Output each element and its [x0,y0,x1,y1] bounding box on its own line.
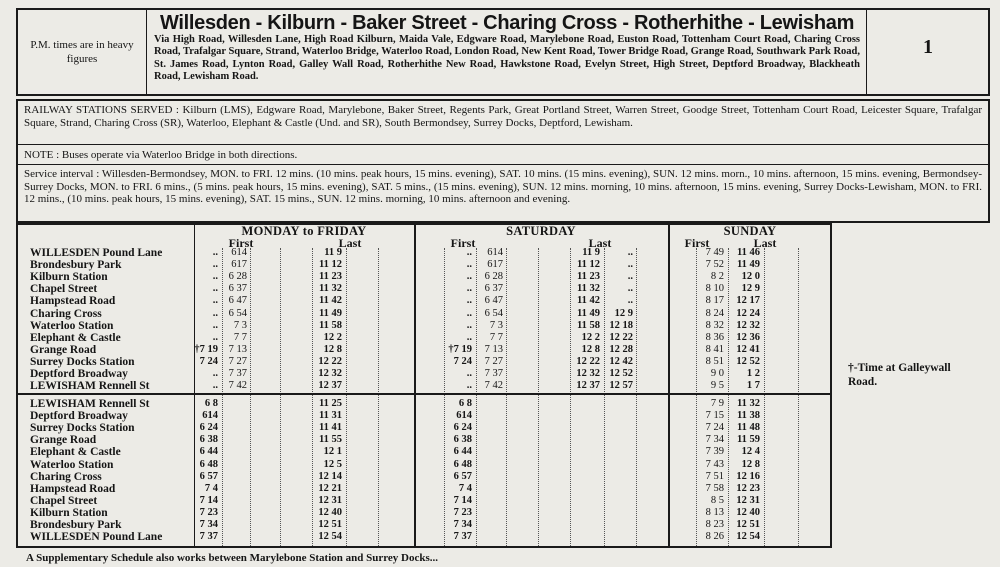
outbound-station-11: Deptford Broadway [30,368,128,380]
outbound-sa-first-b-cell: 7 3 [489,319,503,331]
outbound-sa-last-b-cell: .. [627,247,633,258]
inbound-station-4: Grange Road [30,434,97,447]
outbound-mf-first-b-cell: 6 37 [228,283,247,295]
outbound-station-4: Chapel Street [30,283,98,296]
inbound-su-first-cell: 7 39 [705,446,724,458]
inbound-mf-last-cell: 12 14 [318,470,342,482]
outbound-mf-last-cell: 12 2 [323,331,342,343]
outbound-mf-first-b-cell: 614 [231,247,247,258]
outbound-sa-last-a-cell: 11 58 [576,319,600,331]
inbound-station-8: Hampstead Road [30,482,116,495]
outbound-station-6: Charing Cross [30,307,102,320]
outbound-su-first-cell: 8 2 [710,271,724,283]
outbound-mf-last-cell: 12 8 [323,343,342,355]
inbound-mf-last-cell: 11 31 [318,410,342,422]
inbound-mf-first-a-cell: 7 23 [199,506,218,518]
outbound-mf-first-b-cell: 7 13 [228,343,247,355]
outbound-sa-first-b-cell: 617 [487,259,503,271]
inbound-su-first-cell: 7 24 [705,422,724,434]
railway-stations: RAILWAY STATIONS SERVED : Kilburn (LMS), Edgware Road, Marylebone, Baker Street, Regents Park, Great Portland Street, Warren Street, Goodge Street, Tottenham Court Road, Leicester Square, Trafalgar Square, Strand, Charing Cross (SR), Waterloo, Elephant & Castle (Und. and SR), South Bermondsey, Surrey Docks, Deptford, Lewisham. [24,104,982,129]
weekday-last-label: Last [338,236,362,250]
inbound-su-last-cell: 12 31 [736,494,760,506]
outbound-sa-last-b-cell: .. [627,271,633,283]
outbound-mf-first-b-cell: 7 7 [233,331,247,343]
inbound-station-5: Elephant & Castle [30,446,121,459]
outbound-sa-first-a-cell: .. [466,247,472,258]
outbound-sa-last-b-cell: .. [627,283,633,295]
saturday-last-label: Last [588,236,612,250]
outbound-sa-first-b-cell: 6 37 [484,283,503,295]
inbound-mf-last-cell: 12 1 [323,446,342,458]
inbound-su-first-cell: 7 15 [705,410,724,422]
outbound-mf-first-b-cell: 6 54 [228,307,247,319]
outbound-sa-first-a-cell: .. [466,271,472,283]
inbound-mf-first-a-cell: 614 [202,410,218,422]
outbound-sa-first-b-cell: 6 54 [484,307,503,319]
inbound-mf-last-cell: 12 40 [318,506,342,518]
inbound-sa-first-a-cell: 6 48 [453,458,472,470]
weekday-first-label: First [228,236,254,250]
outbound-su-last-cell: 11 46 [736,247,760,258]
service-interval: Service interval : Willesden-Bermondsey, MON. to FRI. 12 mins. (10 mins. peak hours, 15 mins. evening), SAT. 10 mins. (15 mins. evening), SUN. 12 mins. morn., 10 mins. afternoon, 15 mins. evening, Bermondsey-Surrey Docks, MON. to FRI. 6 mins., (5 mins. peak hours, 15 mins. evening), SAT. 5 mins., (15 mins. evening), SUN. 12 mins. morning, 10 mins. afternoon, 15 mins. evening, Surrey Docks-Lewisham, MON. to FRI. 12 mins., (10 mins. peak hours, 15 mins. evening), SAT. 15 mins., SUN. 12 mins. morning, 10 mins. afternoon and evening. [24,168,982,206]
outbound-sa-first-b-cell: 7 27 [484,355,503,367]
inbound-su-first-cell: 7 51 [705,470,724,482]
sunday-first-label: First [684,236,710,250]
outbound-sa-last-b-cell: .. [627,259,633,271]
inbound-mf-first-a-cell: 7 37 [199,531,218,543]
outbound-sa-first-a-cell: .. [466,331,472,343]
outbound-mf-last-cell: 11 32 [318,283,342,295]
outbound-sa-last-b-cell: 12 18 [609,319,633,331]
inbound-mf-last-cell: 12 31 [318,494,342,506]
inbound-station-1: LEWISHAM Rennell St [30,398,150,410]
outbound-su-first-cell: 8 51 [705,355,724,367]
outbound-sa-first-a-cell: .. [466,283,472,295]
inbound-mf-last-cell: 12 54 [318,531,342,543]
outbound-sa-last-b-cell: 12 22 [609,331,633,343]
inbound-su-last-cell: 11 59 [736,434,760,446]
outbound-su-first-cell: 8 17 [705,295,724,307]
inbound-station-9: Chapel Street [30,494,98,507]
inbound-sa-first-a-cell: 7 14 [453,494,472,506]
outbound-su-last-cell: 1 2 [746,368,760,379]
inbound-sa-first-a-cell: 6 24 [453,422,472,434]
route-note: NOTE : Buses operate via Waterloo Bridge in both directions. [24,149,298,161]
outbound-sa-first-b-cell: 6 28 [484,271,503,283]
inbound-su-last-cell: 11 32 [736,398,760,409]
outbound-mf-first-b-cell: 7 3 [233,319,247,331]
outbound-sa-first-a-cell: .. [466,307,472,319]
pm-note: P.M. times are in heavy figures [30,39,134,65]
outbound-su-last-cell: 12 0 [741,271,760,283]
outbound-mf-first-a-cell: .. [212,331,218,343]
outbound-sa-last-b-cell: 12 57 [609,380,633,392]
bottom-note: A Supplementary Schedule also works between Marylebone Station and Surrey Docks... [26,552,439,564]
outbound-su-first-cell: 8 32 [705,319,724,331]
outbound-sa-first-b-cell: 7 13 [484,343,503,355]
outbound-mf-first-a-cell: .. [212,247,218,258]
inbound-sa-first-a-cell: 6 44 [453,446,472,458]
inbound-mf-last-cell: 11 41 [318,422,342,434]
outbound-su-last-cell: 11 49 [736,259,760,271]
outbound-station-7: Waterloo Station [30,319,114,332]
outbound-su-first-cell: 8 36 [705,331,724,343]
outbound-mf-last-cell: 12 22 [318,355,342,367]
inbound-mf-first-a-cell: 6 24 [199,422,218,434]
inbound-sa-first-a-cell: 614 [456,410,472,422]
outbound-mf-last-cell: 11 42 [318,295,342,307]
outbound-su-last-cell: 12 24 [736,307,760,319]
outbound-sa-first-b-cell: 6 47 [484,295,503,307]
inbound-sa-first-a-cell: 7 34 [453,519,472,530]
outbound-mf-last-cell: 11 23 [318,271,342,283]
outbound-sa-last-a-cell: 11 9 [582,247,600,258]
outbound-sa-last-a-cell: 11 32 [576,283,600,295]
outbound-station-3: Kilburn Station [30,271,108,284]
outbound-mf-first-a-cell: .. [212,295,218,307]
inbound-su-last-cell: 12 51 [736,519,760,530]
outbound-su-last-cell: 12 32 [736,319,760,331]
sunday-last-label: Last [753,236,777,250]
inbound-mf-first-a-cell: 6 57 [199,470,218,482]
inbound-mf-first-a-cell: 6 48 [199,458,218,470]
outbound-sa-first-b-cell: 7 7 [489,331,503,343]
outbound-su-first-cell: 8 24 [705,307,724,319]
inbound-station-12: WILLESDEN Pound Lane [30,531,163,544]
inbound-station-3: Surrey Docks Station [30,422,135,435]
outbound-mf-last-cell: 11 49 [318,307,342,319]
outbound-su-last-cell: 12 41 [736,343,760,355]
outbound-su-first-cell: 9 0 [710,368,724,379]
outbound-mf-first-a-cell: .. [212,380,218,392]
footnote: †-Time at Galleywall Road. [848,362,951,388]
outbound-sa-first-a-cell: †7 19 [448,343,472,355]
outbound-sa-first-a-cell: .. [466,368,472,379]
inbound-mf-last-cell: 11 55 [318,434,342,446]
inbound-station-10: Kilburn Station [30,506,108,519]
inbound-sa-first-a-cell: 7 37 [453,531,472,543]
outbound-mf-first-a-cell: .. [212,307,218,319]
outbound-sa-last-b-cell: 12 9 [614,307,633,319]
inbound-su-last-cell: 12 54 [736,531,760,543]
inbound-station-11: Brondesbury Park [30,519,122,531]
outbound-sa-last-a-cell: 11 49 [576,307,600,319]
route-number: 1 [923,36,933,58]
outbound-station-2: Brondesbury Park [30,259,122,272]
saturday-first-label: First [450,236,476,250]
outbound-station-8: Elephant & Castle [30,331,121,344]
outbound-sa-first-a-cell: .. [466,380,472,392]
outbound-sa-first-b-cell: 7 37 [484,368,503,379]
inbound-station-7: Charing Cross [30,470,102,483]
outbound-mf-first-a-cell: .. [212,368,218,379]
outbound-station-9: Grange Road [30,343,97,356]
inbound-sa-first-a-cell: 7 23 [453,506,472,518]
outbound-station-1: WILLESDEN Pound Lane [30,247,163,259]
outbound-sa-last-a-cell: 12 22 [576,355,600,367]
outbound-mf-last-cell: 12 37 [318,380,342,392]
outbound-mf-first-b-cell: 7 37 [228,368,247,379]
outbound-mf-first-b-cell: 6 28 [228,271,247,283]
outbound-sa-first-a-cell: 7 24 [453,355,472,367]
inbound-su-last-cell: 11 48 [736,422,760,434]
outbound-su-first-cell: 7 49 [705,247,724,258]
weekday-header: MONDAY to FRIDAY [241,224,367,238]
inbound-su-first-cell: 8 23 [705,519,724,530]
outbound-su-first-cell: 8 10 [705,283,724,295]
inbound-su-last-cell: 12 23 [736,482,760,494]
outbound-sa-last-a-cell: 12 37 [576,380,600,392]
outbound-sa-first-a-cell: .. [466,295,472,307]
inbound-su-first-cell: 8 26 [705,531,724,543]
outbound-sa-first-b-cell: 7 42 [484,380,503,392]
outbound-sa-first-a-cell: .. [466,259,472,271]
outbound-station-10: Surrey Docks Station [30,355,135,368]
outbound-mf-first-a-cell: 7 24 [199,355,218,367]
outbound-su-last-cell: 12 9 [741,283,760,295]
outbound-sa-last-b-cell: .. [627,295,633,307]
outbound-sa-last-a-cell: 12 8 [581,343,600,355]
route-description: Via High Road, Willesden Lane, High Road Kilburn, Maida Vale, Edgware Road, Marylebone Road, Euston Road, Tottenham Court Road, Charing Cross Road, Trafalgar Square, Strand, Waterloo Bridge, Waterloo Road, London Road, New Kent Road, Tower Bridge Road, Grange Road, Southwark Park Road, St. James Road, Lynton Road, Galley Wall Road, Rotherhithe New Road, Hawkstone Road, Evelyn Street, High Street, Deptford Broadway, Blackheath Road, Lewisham Road. [154,34,860,83]
outbound-sa-last-a-cell: 11 23 [576,271,600,283]
outbound-su-last-cell: 1 7 [746,380,760,392]
outbound-station-12: LEWISHAM Rennell St [30,380,150,393]
inbound-mf-first-a-cell: 6 44 [199,446,218,458]
outbound-mf-last-cell: 11 58 [318,319,342,331]
outbound-mf-last-cell: 11 9 [324,247,342,258]
inbound-mf-last-cell: 11 25 [318,398,342,409]
outbound-su-last-cell: 12 36 [736,331,760,343]
inbound-su-last-cell: 11 38 [736,410,760,422]
outbound-mf-last-cell: 11 12 [318,259,342,271]
outbound-sa-last-b-cell: 12 28 [609,343,633,355]
inbound-mf-first-a-cell: 7 34 [199,519,218,530]
outbound-mf-first-b-cell: 6 47 [228,295,247,307]
outbound-sa-first-a-cell: .. [466,319,472,331]
inbound-su-last-cell: 12 40 [736,506,760,518]
outbound-sa-first-b-cell: 614 [487,247,503,258]
outbound-su-first-cell: 8 41 [705,343,724,355]
inbound-mf-first-a-cell: 7 4 [204,482,218,494]
inbound-sa-first-a-cell: 6 8 [458,398,472,409]
outbound-su-first-cell: 9 5 [710,380,724,392]
inbound-sa-first-a-cell: 7 4 [458,482,472,494]
outbound-mf-first-b-cell: 7 42 [228,380,247,392]
outbound-mf-first-b-cell: 7 27 [228,355,247,367]
outbound-sa-last-a-cell: 12 32 [576,368,600,379]
inbound-su-first-cell: 7 58 [705,482,724,494]
outbound-sa-last-a-cell: 11 12 [576,259,600,271]
outbound-mf-first-a-cell: †7 19 [194,343,218,355]
inbound-station-6: Waterloo Station [30,458,114,471]
inbound-su-first-cell: 7 9 [710,398,724,409]
inbound-station-2: Deptford Broadway [30,410,128,423]
outbound-su-last-cell: 12 17 [736,295,760,307]
inbound-sa-first-a-cell: 6 38 [453,434,472,446]
outbound-sa-last-a-cell: 12 2 [581,331,600,343]
inbound-mf-last-cell: 12 5 [323,458,342,470]
outbound-mf-last-cell: 12 32 [318,368,342,379]
inbound-su-first-cell: 8 5 [710,494,724,506]
page-title: Willesden - Kilburn - Baker Street - Charing Cross - Rotherhithe - Lewisham [159,12,855,34]
inbound-sa-first-a-cell: 6 57 [453,470,472,482]
inbound-su-last-cell: 12 4 [741,446,760,458]
inbound-mf-first-a-cell: 6 38 [199,434,218,446]
outbound-sa-last-a-cell: 11 42 [576,295,600,307]
inbound-su-first-cell: 8 13 [705,506,724,518]
outbound-mf-first-b-cell: 617 [231,259,247,271]
inbound-mf-last-cell: 12 21 [318,482,342,494]
outbound-su-last-cell: 12 52 [736,355,760,367]
outbound-mf-first-a-cell: .. [212,319,218,331]
outbound-sa-last-b-cell: 12 52 [609,368,633,379]
inbound-su-first-cell: 7 43 [705,458,724,470]
inbound-su-first-cell: 7 34 [705,434,724,446]
outbound-mf-first-a-cell: .. [212,259,218,271]
outbound-su-first-cell: 7 52 [705,259,724,271]
saturday-header: SATURDAY [506,224,576,238]
outbound-station-5: Hampstead Road [30,295,116,308]
inbound-su-last-cell: 12 8 [741,458,760,470]
inbound-mf-first-a-cell: 7 14 [199,494,218,506]
outbound-mf-first-a-cell: .. [212,271,218,283]
inbound-mf-first-a-cell: 6 8 [204,398,218,409]
inbound-mf-last-cell: 12 51 [318,519,342,530]
inbound-su-last-cell: 12 16 [736,470,760,482]
sunday-header: SUNDAY [723,224,777,238]
outbound-sa-last-b-cell: 12 42 [609,355,633,367]
outbound-mf-first-a-cell: .. [212,283,218,295]
